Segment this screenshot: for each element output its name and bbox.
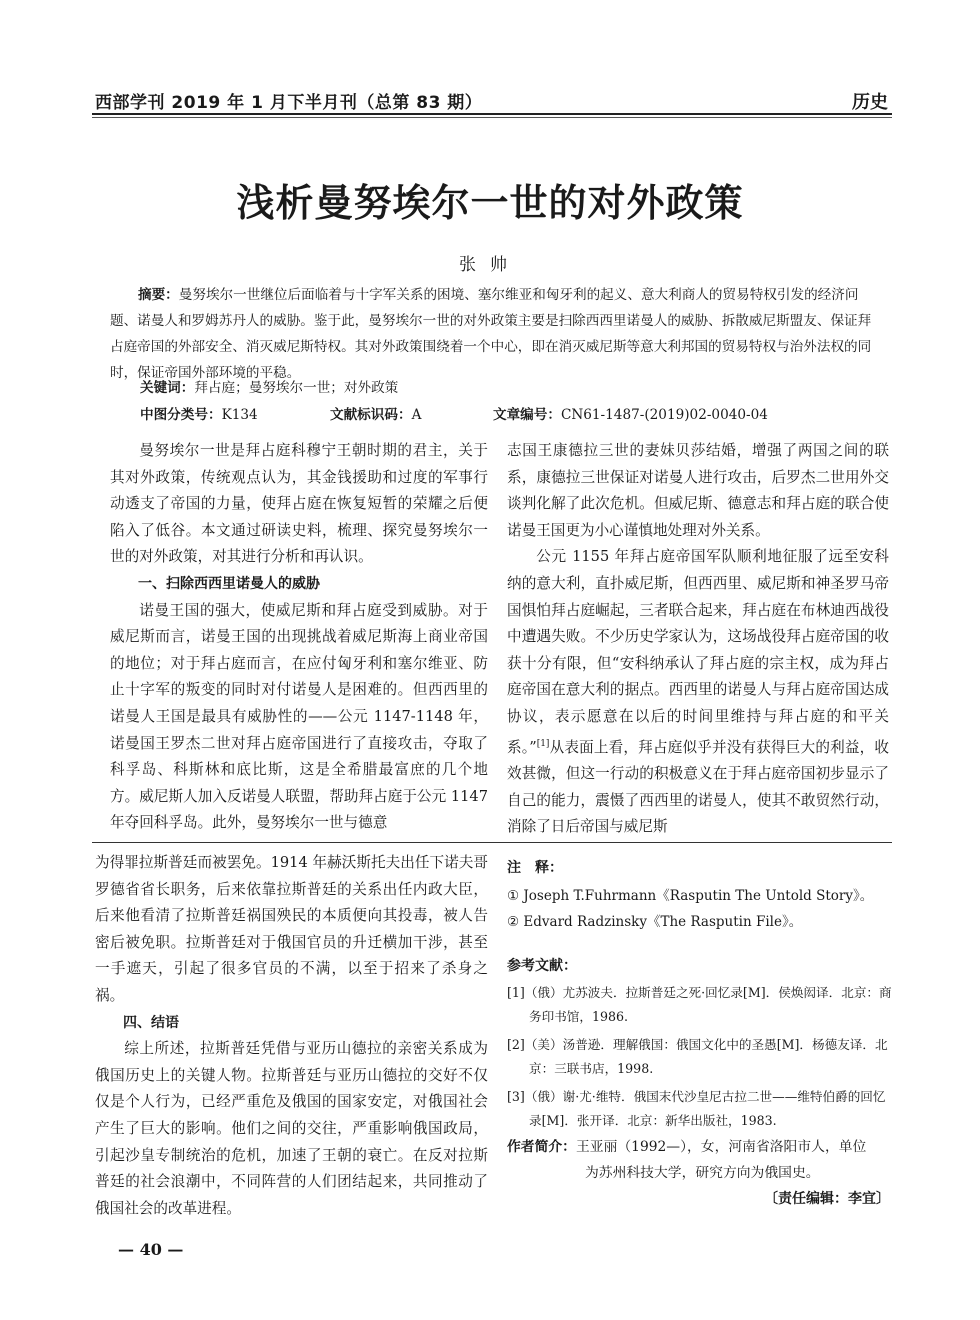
citation-mark: [1] [536, 738, 550, 749]
keywords [140, 376, 398, 396]
section-heading: 一、扫除西西里诺曼人的威胁 [138, 575, 320, 592]
references-heading: 参考文献： [507, 958, 577, 974]
article-author: 张帅 [459, 255, 521, 275]
document-code-label: 文献标识码： [330, 407, 412, 423]
body-paragraph: 曼努埃尔一世是拜占庭科穆宁王朝时期的君主，关于其对外政策，传统观点认为，其金钱援助和过度的军事行动透支了帝国的力量，使拜占庭在恢复短暂的荣耀之后便陷入了低谷。本文通过研读史料，梳理、探究曼努埃尔一世的对外政策，对其进行分析和再认识。 [110, 442, 488, 566]
abstract-label: 摘要： [138, 287, 179, 303]
body-paragraph: 诺曼王国的强大，使威尼斯和拜占庭受到威胁。对于威尼斯而言，诺曼王国的出现挑战着威尼斯海上商业帝国的地位；对于拜占庭而言，在应付匈牙利和塞尔维亚、防止十字军的叛变的同时对付诺曼人是困难的。但西西里的诺曼人王国是最具有威胁性的——公元 1147-1148 年，诺曼国王罗杰二世对拜占庭帝国进行了直接攻击，夺取了科孚岛、科斯林和底比斯，这是全希腊最富庶的几个地方。威尼斯人加入反诺曼人联盟，帮助拜占庭于公元 1147 年夺回科孚岛。此外，曼努埃尔一世与德意 [110, 601, 488, 832]
body-paragraph: 志国王康德拉三世的妻妹贝莎结婚，增强了两国之间的联系，康德拉三世保证对诺曼人进行攻击，后罗杰二世用外交谈判化解了此次危机。但威尼斯、德意志和拜占庭的联合使诺曼王国更为小心谨慎地处理对外关系。 [507, 442, 889, 539]
author-bio-label: 作者简介： [507, 1139, 576, 1155]
reference-item: [2]（美）汤普逊．理解俄国：俄国文化中的圣愚[M]．杨德友译．北京：三联书店，1998. [507, 1037, 888, 1076]
document-code [330, 403, 421, 423]
page-number: — 40 — [118, 1240, 184, 1259]
body-column-left-bottom [95, 850, 488, 1222]
section-heading: 四、结语 [123, 1014, 179, 1031]
article-title: 浅析曼努埃尔一世的对外政策 [236, 181, 744, 225]
section-label: 历史 [852, 92, 888, 113]
reference-item: [1]（俄）尤苏波夫．拉斯普廷之死·回忆录[M]．侯焕闳译．北京：商务印书馆，1986. [507, 985, 892, 1024]
article-id [493, 403, 768, 423]
author-bio-line: 为苏州科技大学，研究方向为俄国史。 [585, 1165, 820, 1181]
document-code-value: A [411, 407, 422, 423]
classification-label: 中图分类号： [140, 407, 222, 423]
body-text: 公元 1155 年拜占庭帝国军队顺利地征服了远至安科纳的意大利，直扑威尼斯，但西西里、威尼斯和神圣罗马帝国惧怕拜占庭崛起，三者联合起来，拜占庭在布林迪西战役中遭遇失败。不少历史学家认为，这场战役拜占庭帝国的收获十分有限，但“安科纳承认了拜占庭的宗主权，成为拜占庭帝国在意大利的据点。西西里的诺曼人与拜占庭帝国达成协议，表示愿意在以后的时间里维持与拜占庭的和平关系。” [507, 548, 889, 756]
article-id-value: CN61-1487-(2019)02-0040-04 [560, 407, 768, 423]
notes-and-references [507, 855, 892, 1137]
classification-value: K134 [221, 407, 258, 423]
classification [140, 403, 258, 423]
keywords-label: 关键词： [140, 380, 195, 396]
section-divider [92, 842, 892, 843]
note-item: ① Joseph T.Fuhrmann《Rasputin The Untold Story》。 [507, 888, 874, 904]
author-bio-line: 王亚丽（1992—），女，河南省洛阳市人，单位 [575, 1139, 867, 1155]
body-column-left-top [110, 438, 488, 837]
responsible-editor: 〔责任编辑：李宜〕 [764, 1191, 890, 1207]
body-column-right-top [507, 438, 889, 841]
note-item: ② Edvard Radzinsky《The Rasputin File》。 [507, 914, 803, 930]
notes-heading: 注 释： [507, 860, 563, 876]
journal-name: 西部学刊 [95, 93, 165, 113]
journal-issue: 2019 年 1 月下半月刊（总第 83 期） [165, 93, 483, 113]
keywords-text: 拜占庭；曼努埃尔一世；对外政策 [194, 380, 399, 396]
article-id-label: 文章编号： [493, 407, 561, 423]
body-paragraph: 为得罪拉斯普廷而被罢免。1914 年赫沃斯托夫出任下诺夫哥罗德省省长职务，后来依靠拉斯普廷的关系出任内政大臣，后来他看清了拉斯普廷祸国殃民的本质便向其投毒，被人告密后被免职。拉斯普廷对于俄国官员的升迁横加干涉，甚至一手遮天，引起了很多官员的不满，以至于招来了杀身之祸。 [95, 854, 488, 1004]
abstract [110, 282, 880, 386]
body-paragraph: 综上所述，拉斯普廷凭借与亚历山德拉的亲密关系成为俄国历史上的关键人物。拉斯普廷与亚历山德拉的交好不仅仅是个人行为，已经严重危及俄国的国家安定，对俄国社会产生了巨大的影响。他们之间的交往，严重影响俄国政局，引起沙皇专制统治的危机，加速了王朝的衰亡。在反对拉斯普廷的社会浪潮中，不同阵营的人们团结起来，共同推动了俄国社会的改革进程。 [95, 1040, 488, 1217]
body-paragraph [507, 544, 889, 840]
author-bio [507, 1134, 892, 1186]
abstract-text: 曼努埃尔一世继位后面临着与十字军关系的困境、塞尔维亚和匈牙利的起义、意大利商人的贸易特权引发的经济问题、诺曼人和罗姆苏丹人的威胁。鉴于此，曼努埃尔一世的对外政策主要是扫除西西里诺曼人的威胁、拆散威尼斯盟友、保证拜占庭帝国的外部安全、消灭威尼斯特权。其对外政策围绕着一个中心，即在消灭威尼斯等意大利邦国的贸易特权与治外法权的同时，保证帝国外部环境的平稳。 [110, 287, 872, 381]
reference-item: [3]（俄）谢·尤·维特．俄国末代沙皇尼古拉二世——维特伯爵的回忆录[M]．张开译．北京：新华出版社，1983. [507, 1089, 886, 1128]
body-text: 从表面上看，拜占庭似乎并没有获得巨大的利益，收效甚微，但这一行动的积极意义在于拜占庭帝国初步显示了自己的能力，震慑了西西里的诺曼人，使其不敢贸然行动，消除了日后帝国与威尼斯 [507, 738, 889, 836]
header-rule [92, 113, 892, 115]
journal-header [95, 88, 482, 113]
header-rule-thin [92, 117, 892, 118]
